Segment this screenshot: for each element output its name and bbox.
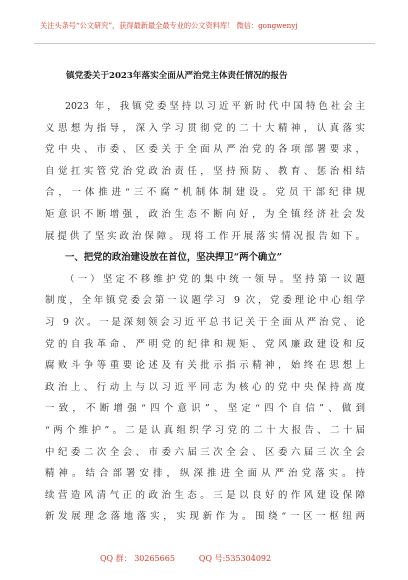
body-line: 新发展理念落地落实，实现新作为。围绕“一区一枢纽两 bbox=[45, 511, 365, 523]
body-line: “两个维护”。二是认真组织学习党的二十大报告、二十届 bbox=[45, 424, 365, 436]
body-line: 党中央、市委、区委关于全面从严治党的各项部署要求， bbox=[45, 144, 365, 156]
footer-contact bbox=[100, 553, 320, 564]
document-body bbox=[45, 96, 365, 528]
body-line: 合，一体推进“三不腐”机制体制建设。党员干部纪律规 bbox=[45, 187, 365, 199]
body-line: 矩意识不断增强，政治生态不断向好，为全镇经济社会发 bbox=[45, 208, 365, 220]
body-line: 政治上、行动上与以习近平同志为核心的党中央保持高度 bbox=[45, 381, 365, 393]
header-divider bbox=[34, 43, 375, 44]
body-line: 中纪委二次全会、市委六届三次全会、区委六届三次全会 bbox=[45, 446, 365, 458]
body-line: 精神。结合部署安排，纵深推进全面从严治党落实。持 bbox=[45, 468, 365, 480]
body-line: 习 9 次。一是深刻领会习近平总书记关于全面从严治党、论 bbox=[45, 316, 365, 328]
section-heading: 一、把党的政治建设放在首位，坚决捍卫“两个确立” bbox=[65, 252, 283, 264]
body-line: 自觉扛实管党治党政治责任，坚持预防、教育、惩治相结 bbox=[45, 165, 365, 177]
footer-qq-group: QQ 群： 30265665 bbox=[100, 554, 175, 563]
body-line: 制度，全年镇党委会第一议题学习 9 次，党委理论中心组学 bbox=[45, 295, 365, 307]
body-line: 腐败斗争等重要论述及有关批示指示精神，始终在思想上 bbox=[45, 360, 365, 372]
body-line: 党的自我革命、严明党的纪律和规矩、党风廉政建设和反 bbox=[45, 338, 365, 350]
document-title: 镇党委关于2023年落实全面从严治党主体责任情况的报告 bbox=[66, 71, 288, 81]
body-line: 续营造风清气正的政治生态。三是以良好的作风建设保障 bbox=[45, 489, 365, 501]
body-line: （一）坚定不移维护党的集中统一领导。坚持第一议题 bbox=[65, 273, 365, 285]
body-line: 2023 年，我镇党委坚持以习近平新时代中国特色社会主 bbox=[65, 101, 365, 112]
footer-qq-number: QQ 号:535304092 bbox=[198, 554, 272, 563]
body-line: 一致，不断增强“四个意识”、坚定“四个自信”、做到 bbox=[45, 403, 365, 415]
body-line: 义思想为指导，深入学习贯彻党的二十大精神，认真落实 bbox=[45, 122, 365, 134]
header-banner: 关注头条号“公文研究”，获得最新最全最专业的公文资料库！ 微信：gongwenyj bbox=[40, 21, 298, 30]
body-line: 展提供了坚实政治保障。现将工作开展落实情况报告如下。 bbox=[45, 230, 365, 242]
